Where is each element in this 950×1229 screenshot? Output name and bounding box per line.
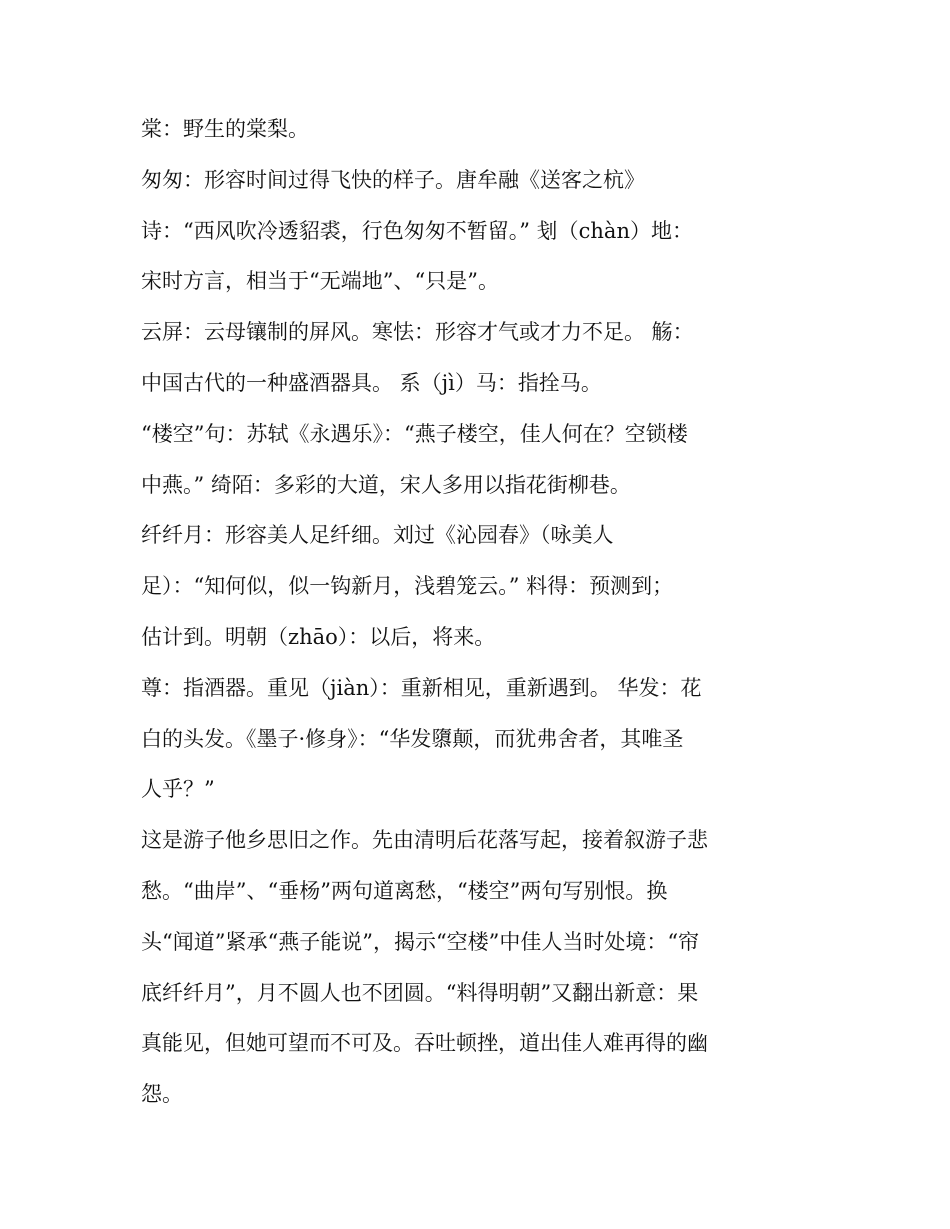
text-line: 尊：指酒器。重见（jiàn）：重新相见，重新遇到。 华发：花 bbox=[141, 675, 702, 700]
text-line: 中国古代的一种盛酒器具。 系（jì）马：指拴马。 bbox=[141, 370, 602, 395]
text-line: 匆匆：形容时间过得飞快的样子。唐牟融《送客之杭》 bbox=[141, 167, 645, 192]
text-line: 白的头发。《墨子·修身》：“华发隳颠，而犹弗舍者，其唯圣 bbox=[141, 726, 684, 751]
text-line: 怨。 bbox=[141, 1082, 183, 1107]
text-line: 云屏：云母镶制的屏风。寒怯：形容才气或才力不足。 觞： bbox=[141, 320, 694, 345]
text-line: “楼空”句：苏轼《永遇乐》：“燕子楼空，佳人何在？空锁楼 bbox=[141, 421, 688, 446]
text-line: 愁。“曲岸”、“垂杨”两句道离愁，“楼空”两句写别恨。换 bbox=[141, 878, 668, 903]
text-line: 中燕。” 绮陌：多彩的大道，宋人多用以指花街柳巷。 bbox=[141, 472, 631, 497]
text-line: 纤纤月：形容美人足纤细。刘过《沁园春》（咏美人 bbox=[141, 523, 614, 548]
text-line: 底纤纤月”，月不圆人也不团圆。“料得明朝”又翻出新意：果 bbox=[141, 980, 699, 1005]
text-line: 诗：“西风吹冷透貂裘，行色匆匆不暂留。” 刬（chàn）地： bbox=[141, 218, 693, 243]
text-line: 足）：“知何似，似一钩新月，浅碧笼云。” 料得：预测到； bbox=[141, 574, 674, 599]
text-line: 棠：野生的棠梨。 bbox=[141, 117, 309, 141]
text-line: 人乎？” bbox=[141, 777, 215, 802]
text-line: 宋时方言，相当于“无端地”、“只是”。 bbox=[141, 269, 499, 294]
text-line: 真能见，但她可望而不可及。吞吐顿挫，道出佳人难再得的幽 bbox=[141, 1031, 708, 1056]
text-line: 这是游子他乡思旧之作。先由清明后花落写起，接着叙游子悲 bbox=[141, 828, 708, 853]
text-line: 头“闻道”紧承“燕子能说”，揭示“空楼”中佳人当时处境：“帘 bbox=[141, 929, 700, 954]
text-line: 估计到。明朝（zhāo）：以后，将来。 bbox=[141, 624, 496, 649]
annotation-text-block bbox=[141, 104, 821, 1120]
